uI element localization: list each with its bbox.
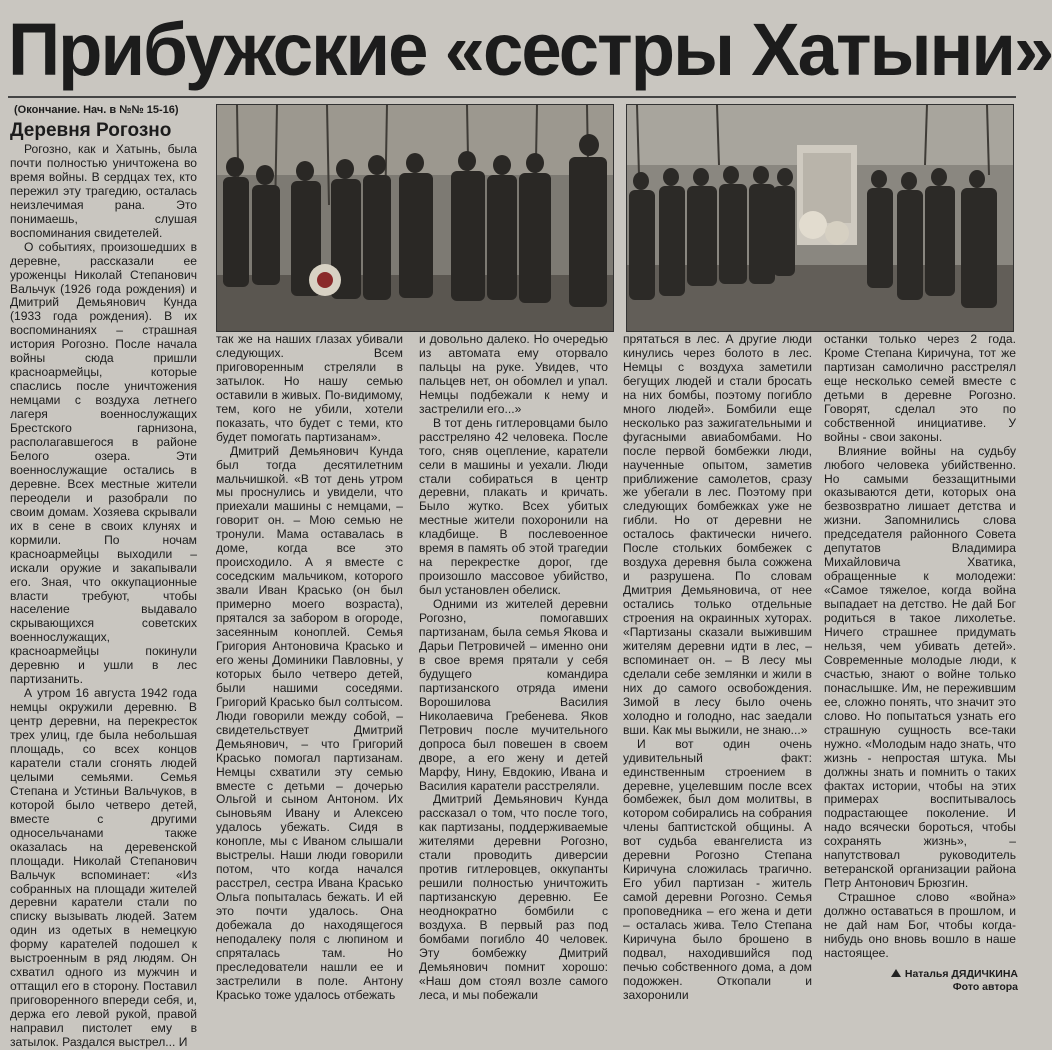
paragraph: А утром 16 августа 1942 года немцы окружили деревню. В центр деревни, на перекресток трех улиц, где была небольшая площадь, со всех концов каратели стали сгонять людей целыми семьями. Семья Степана и Устиньи Вальчуков, в которой было четверо детей, вместе с другими односельчанами также оказалась на деревенской площади. Николай Степанович Вальчук вспоминает: «Из собранных на площади жителей деревни каратели стали по списку вызывать людей. Затем один из одетых в немецкую форму карателей подошел к выстроенным в ряд людям. Он схватил одного из мужчин и оттащил его в сторону. Поставил приговоренного впереди себя, и, держа его левой рукой, правой направил пистолет ему в затылок. Раздался выстрел... И <box>10 686 197 1049</box>
paragraph: Страшное слово «война» должно оставаться в прошлом, и не дай нам Бог, чтобы когда-нибудь оно вновь вошло в наше настоящее. <box>824 890 1016 960</box>
paragraph: И вот один очень удивительный факт: единственным строением в деревне, уцелевшим после всех бомбежек, был дом молитвы, в котором собирались на собрания члены баптистской общины. А вот судьба евангелиста из деревни Рогозно Степана Киричуна сложилась трагично. Его убил партизан - житель самой деревни Рогозно. Семья проповедника – его жена и дети – осталась жива. Тело Степана Киричуна было брошено в подвал, находившийся под печью собственного дома, а дом подожжен. Откопали и захоронили <box>623 736 812 1002</box>
paragraph: и довольно далеко. Но очередью из автомата ему оторвало пальцы на руке. Увидев, что пальцев нет, он обомлел и упал. Немцы подбежали к нему и застрелили его...» <box>419 332 608 416</box>
headline-rule <box>8 96 1016 98</box>
photo-memorial-gathering <box>216 104 614 332</box>
paragraph: Дмитрий Демьянович Кунда был тогда десятилетним мальчишкой. «В тот день утром мы проснулись и увидели, что приехали машины с немцами, – говорит он. – Мою семью не тронули. Мама оставалась в доме, когда все это происходило. А я вместе с соседским мальчиком, которого звали Иван Красько (он был примерно моего возраста), прятался за забором в огороде, засеянным коноплей. Семья Григория Антоновича Красько и его жены Доминики Павловны, у которых было четверо детей, были нашими соседями. Григорий Красько был солтысом. Люди говорили между собой, – свидетельствует Дмитрий Демьянович, – что Григорий Красько помогал партизанам. Немцы схватили эту семью вместе с детьми – дочерью Ольгой и сыном Антоном. Их сыновьям Ивану и Алексею удалось убежать. Сидя в конопле, мы с Иваном слышали выстрелы. Наши люди говорили потом, что когда начался расстрел, сестра Ивана Красько Ольга попыталась бежать. И ей это почти удалось. Она добежала до находящегося неподалеку поля с люпином и спряталась там. Но преследователи нашли ее и застрелили в поле. Антону Красько тоже удалось отбежать <box>216 443 403 1002</box>
paragraph: прятаться в лес. А другие люди кинулись через болото в лес. Немцы с воздуха заметили бегущих людей и стали бросать на них бомбы, поэтому погибло много людей». Бомбили еще несколько раз зажигательными и фугасными авиабомбами. Но после первой бомбежки люди, наученные опытом, заметив приближение самолетов, сразу же убегали в лес. Поэтому при следующих бомбежках уже не гибли. Но от деревни не осталось фактически ничего. После стольких бомбежек с воздуха деревня была сожжена и разрушена. По словам Дмитрия Демьяновича, от нее остались только отдельные строения на окраинных хуторах. «Партизаны сказали выжившим жителям деревни идти в лес, – вспоминает он. – В лесу мы сделали себе землянки и жили в них до самого освобождения. Зимой в лесу было очень холодно и голодно, нас заедали вши. Как мы выжили, не знаю...» <box>623 332 812 737</box>
text-column-1 <box>10 142 197 1049</box>
continuation-note: (Окончание. Нач. в №№ 15-16) <box>14 104 179 116</box>
paragraph: В тот день гитлеровцами было расстреляно 42 человека. После того, сняв оцепление, каратели сели в машины и уехали. Люди стали собираться в центр деревни, плакать и кричать. Было жутко. Всех убитых местные жители похоронили на кладбище. В послевоенное время в память об этой трагедии на перекрестке дорог, где произошло массовое убийство, был установлен обелиск. <box>419 415 608 598</box>
text-column-4 <box>623 332 812 1002</box>
triangle-marker-icon <box>891 969 901 977</box>
paragraph: Рогозно, как и Хатынь, была почти полностью уничтожена во время войны. В сердцах тех, кто пережил эту трагедию, осталась неизлечимая рана. Это понимаешь, слушая воспоминания свидетелей. <box>10 142 197 240</box>
paragraph: О событиях, произошедших в деревне, рассказали ее уроженцы Николай Степанович Вальчук (1926 года рождения) и Дмитрий Демьянович Кунда (1933 года рождения). В их воспоминаниях – страшная история Рогозно. После начала войны сюда пришли красноармейцы, которые спаслись после уничтожения немцами с воздуха летнего лагеря военнослужащих Брестского гарнизона, располагавшегося в районе Белого озера. Эти военнослужащие остались в деревне. Всех местные жители переодели и разобрали по своим домам. Хозяева скрывали их в сене в своих клунях и кормили. По ночам красноармейцы выходили – искали оружие и закапывали его. Зная, что оккупационные власти требуют, чтобы население выдавало скрывающихся советских военнослужащих, красноармейцы покинули деревню и ушли в лес партизанить. <box>10 239 197 687</box>
paragraph: так же на наших глазах убивали следующих. Всем приговоренным стреляли в затылок. Но нашу семью оставили в живых. По-видимому, тем, кого не убили, хотели показать, что будет с теми, кто будет помогать партизанам». <box>216 332 403 444</box>
paragraph: Влияние войны на судьбу любого человека убийственно. Но самыми беззащитными оказываются дети, которых она безвозвратно лишает детства и жизни. Запомнились слова председателя районного Совета депутатов Владимира Михайловича Хватика, обращенные к молодежи: «Самое тяжелое, когда война выпадает на детство. Не дай Бог родиться в такое лихолетье. Ничего страшнее придумать нельзя, чем убивать детей». Современные молодые люди, к счастью, знают о войне только понаслышке. Им, не пережившим ее, сложно понять, что значит это слово. Но попытаться узнать его страшную сущность все-таки нужно. «Молодым надо знать, что жизнь - непростая штука. Мы должны знать и помнить о таких фактах истории, чтобы на этих примерах воспитывалось подрастающее поколение. И надо всячески бороться, чтобы сохранять жизнь», – напутствовал руководитель ветеранской организации района Петр Антонович Брюзгин. <box>824 443 1016 891</box>
headline: Прибужские «сестры Хатыни» <box>8 8 1052 91</box>
paragraph: останки только через 2 года. Кроме Степана Киричуна, тот же партизан самолично расстрелял еще несколько семей вместе с детьми в деревне Рогозно. Говорят, сделал это по собственной инициативе. У войны - свои законы. <box>824 332 1016 444</box>
byline <box>820 968 1018 994</box>
photo-wreaths-at-monument-image <box>627 105 1013 331</box>
photo-credit: Фото автора <box>952 981 1018 993</box>
author-name: Наталья ДЯДИЧКИНА <box>904 968 1018 980</box>
section-subhead: Деревня Рогозно <box>10 120 172 141</box>
text-column-5 <box>824 333 1016 965</box>
text-column-3 <box>419 332 608 1002</box>
photo-wreaths-at-monument <box>626 104 1014 332</box>
photo-memorial-gathering-image <box>217 105 613 331</box>
author-line <box>820 968 1018 981</box>
text-column-2 <box>216 332 403 1002</box>
paragraph: Одними из жителей деревни Рогозно, помогавших партизанам, была семья Якова и Дарьи Петровичей – именно они в свое время прятали у себя будущего командира партизанского отряда имени Ворошилова Василия Николаевича Гребенева. Яков Петрович после мучительного допроса был повешен в своем дворе, а его жену и детей Марфу, Нину, Евдокию, Ивана и Василия каратели расстреляли. <box>419 597 608 793</box>
paragraph: Дмитрий Демьянович Кунда рассказал о том, что после того, как партизаны, поддерживаемые жителями деревни Рогозно, стали проводить диверсии против гитлеровцев, оккупанты решили полностью уничтожить партизанскую деревню. Ее неоднократно бомбили с воздуха. В первый раз под бомбами погибло 40 человек. Эту бомбежку Дмитрий Демьянович помнит хорошо: «Наш дом стоял возле самого леса, и мы побежали <box>419 792 608 1002</box>
